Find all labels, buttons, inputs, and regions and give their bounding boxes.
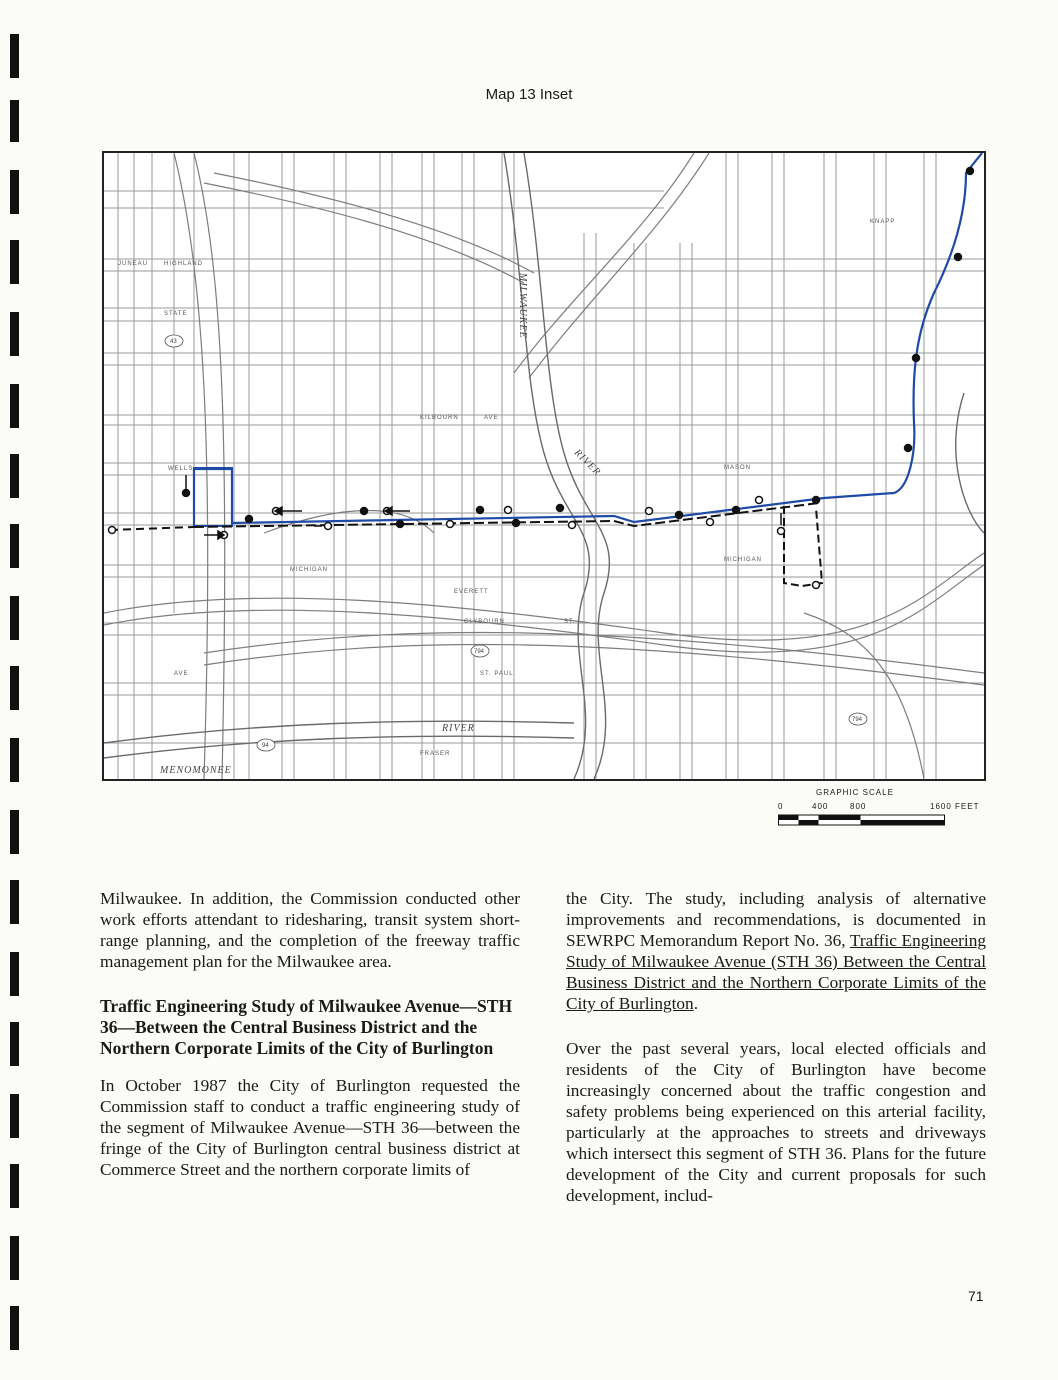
- paragraph-text: .: [693, 994, 699, 1013]
- map-svg: [104, 153, 984, 779]
- street-label: KILBOURN: [420, 415, 459, 421]
- paragraph: [566, 888, 986, 1014]
- left-column: [100, 888, 520, 1180]
- water-label: MILWAUKEE: [517, 273, 528, 339]
- water-label: RIVER: [442, 723, 475, 734]
- route-shield: 43: [170, 339, 177, 345]
- street-label: MICHIGAN: [290, 567, 328, 573]
- report-title: Traffic Engineering Study of Milwaukee Avenue (STH 36) Between the Central Business District and the Northern Corporate Limits of the City of Burlington: [566, 931, 986, 1013]
- paragraph-text: the City. The study, including analysis of alternative improvements and recommendations, is documented in SEWRPC Memorandum Report No. 36,: [566, 889, 986, 950]
- page-number: 71: [968, 1288, 984, 1304]
- freeways: [104, 153, 984, 779]
- section-heading: Traffic Engineering Study of Milwaukee Avenue—STH 36—Between the Central Business District and the Northern Corporate Limits of the City of Burlington: [100, 996, 513, 1058]
- water-label: MENOMONEE: [160, 765, 232, 776]
- street-label: AVE: [174, 671, 189, 677]
- street-label: KNAPP: [870, 219, 896, 225]
- route-shield: 94: [262, 743, 269, 749]
- street-grid: [104, 153, 984, 779]
- scale-tick: 0: [778, 802, 784, 811]
- water-label: RIVER: [571, 447, 603, 479]
- route-shield: 794: [852, 717, 863, 723]
- river: [104, 153, 984, 779]
- page-title: Map 13 Inset: [485, 86, 573, 103]
- scale-bar: [778, 814, 948, 828]
- paragraph: Milwaukee. In addition, the Commission conducted other work efforts attendant to ridesharing, transit system short-range planning, and the completion of the freeway traffic management plan for the Milwaukee area.: [100, 889, 520, 971]
- scale-tick: 400: [812, 802, 829, 811]
- street-map: [102, 151, 986, 781]
- street-label: MICHIGAN: [724, 557, 762, 563]
- graphic-scale: [778, 788, 978, 830]
- street-label: ST.: [564, 619, 576, 625]
- paragraph: In October 1987 the City of Burlington requested the Commission staff to conduct a traffic engineering study of the segment of Milwaukee Avenue—STH 36—between the fringe of the City of Burlington central business district at Commerce Street and the northern corporate limits of: [100, 1076, 520, 1179]
- scale-title: GRAPHIC SCALE: [816, 788, 894, 797]
- paragraph: Over the past several years, local elected officials and residents of the City of Burlington have become increasingly concerned about the traffic congestion and safety problems being experienced on this arterial facility, particularly at the approaches to streets and driveways which intersect this segment of STH 36. Plans for the future development of the City and current proposals for such development, includ-: [566, 1039, 986, 1205]
- street-label: FRASER: [420, 751, 451, 757]
- street-label: EVERETT: [454, 589, 489, 595]
- street-label: JUNEAU: [118, 261, 149, 267]
- scale-tick: 800: [850, 802, 867, 811]
- street-label: CLYBOURN: [464, 619, 505, 625]
- street-label: HIGHLAND: [164, 261, 204, 267]
- street-label: MASON: [724, 465, 752, 471]
- street-label: ST. PAUL: [480, 671, 514, 677]
- street-label: WELLS: [168, 466, 194, 472]
- right-column: [566, 888, 986, 1206]
- route-shield: 794: [474, 649, 485, 655]
- street-label: STATE: [164, 311, 188, 317]
- scale-tick: 1600 FEET: [930, 802, 980, 811]
- street-label: AVE: [484, 415, 499, 421]
